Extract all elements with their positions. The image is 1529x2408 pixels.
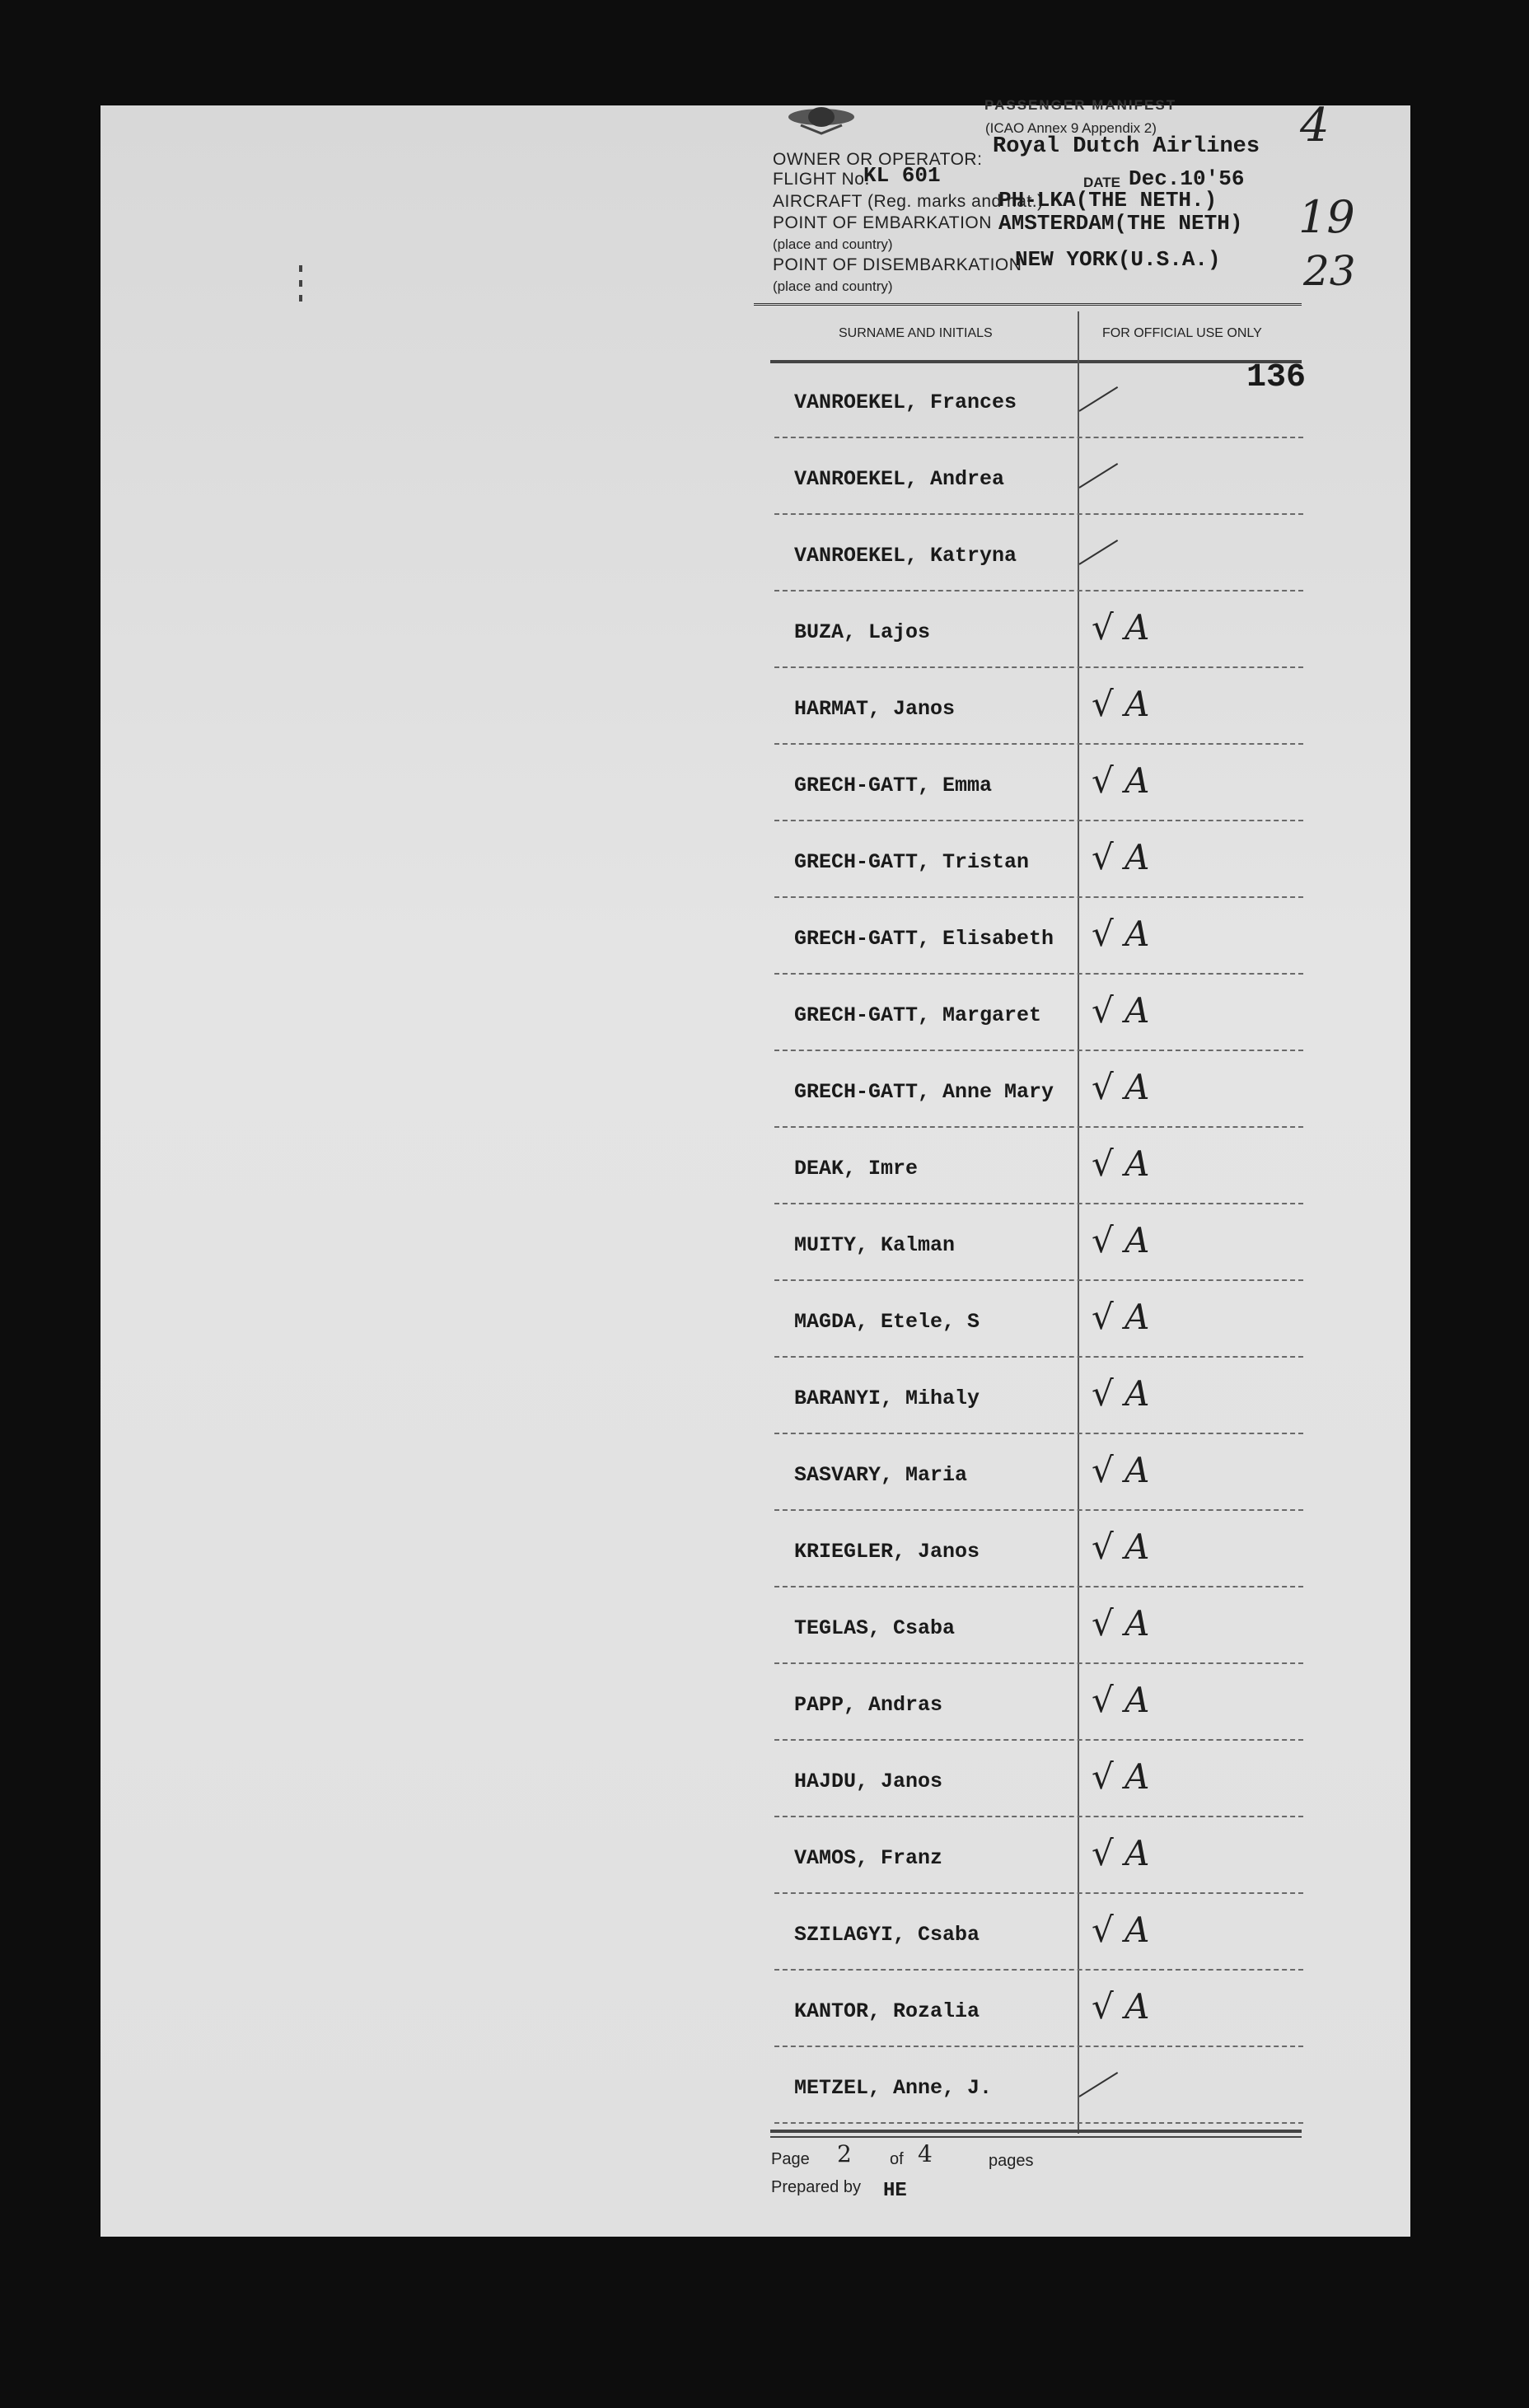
row-rule (774, 743, 1303, 745)
surname-column-header: SURNAME AND INITIALS (839, 326, 993, 340)
official-check-mark: √ A (1092, 1450, 1150, 1490)
row-rule (774, 1509, 1303, 1511)
official-check-mark: √ A (1092, 1756, 1150, 1797)
passenger-name: MAGDA, Etele, S (794, 1310, 980, 1334)
row-rule (774, 1892, 1303, 1894)
row-rule (774, 1969, 1303, 1971)
passenger-name: PAPP, Andras (794, 1693, 943, 1717)
row-rule (774, 1356, 1303, 1358)
row-rule (774, 1433, 1303, 1434)
table-row (774, 439, 1303, 516)
passenger-name: VANROEKEL, Katryna (794, 544, 1017, 568)
row-rule (774, 973, 1303, 975)
passenger-name: GRECH-GATT, Emma (794, 774, 993, 797)
passenger-name: SZILAGYI, Csaba (794, 1923, 980, 1947)
official-check-mark: √ A (1092, 1986, 1150, 2027)
manifest-title: PASSENGER MANIFEST (984, 97, 1177, 113)
table-row (774, 746, 1303, 822)
row-rule (774, 1050, 1303, 1051)
table-row (774, 822, 1303, 899)
table-row (774, 1282, 1303, 1358)
passenger-name: BARANYI, Mihaly (794, 1386, 980, 1410)
row-rule (774, 1203, 1303, 1204)
passenger-name: METZEL, Anne, J. (794, 2076, 993, 2100)
official-check-mark: √ A (1092, 1220, 1150, 1260)
owner-label: OWNER OR OPERATOR: (773, 150, 983, 169)
bottom-rule (770, 2130, 1302, 2133)
table-row (774, 975, 1303, 1052)
table-row (774, 1435, 1303, 1512)
prepared-label: Prepared by (771, 2178, 861, 2196)
table-row (774, 1895, 1303, 1971)
passenger-name: VANROEKEL, Andrea (794, 467, 1005, 491)
handwritten-note-c: 23 (1303, 247, 1356, 295)
official-slash-mark (1078, 2072, 1118, 2097)
official-slash-mark (1078, 540, 1118, 565)
total-pages: 4 (918, 2140, 933, 2167)
aircraft-value: PH-LKA(THE NETH.) (998, 188, 1218, 213)
date-label: DATE (1083, 175, 1121, 190)
passenger-name: HAJDU, Janos (794, 1770, 943, 1793)
official-slash-mark (1078, 463, 1118, 489)
official-check-mark: √ A (1092, 1067, 1150, 1107)
table-row (774, 516, 1303, 592)
passenger-name: DEAK, Imre (794, 1157, 919, 1181)
official-check-mark: √ A (1092, 1143, 1150, 1184)
table-row (774, 1358, 1303, 1435)
disembarkation-label: POINT OF DISEMBARKATION (773, 255, 1022, 274)
table-row (774, 2048, 1303, 2125)
official-check-mark: √ A (1092, 684, 1150, 724)
header-rule (754, 303, 1302, 311)
disembarkation-value: NEW YORK(U.S.A.) (1015, 247, 1221, 272)
row-rule (774, 896, 1303, 898)
official-check-mark: √ A (1092, 914, 1150, 954)
row-rule (774, 1586, 1303, 1587)
embarkation-value: AMSTERDAM(THE NETH) (998, 211, 1243, 236)
airline-emblem-icon (784, 105, 858, 135)
embarkation-sub: (place and country) (773, 236, 893, 252)
prepared-value: HE (883, 2180, 907, 2202)
official-check-mark: √ A (1092, 1680, 1150, 1720)
punch-marks (299, 265, 304, 310)
passenger-name: TEGLAS, Csaba (794, 1616, 956, 1640)
official-check-mark: √ A (1092, 1373, 1150, 1414)
table-row (774, 899, 1303, 975)
table-row (774, 592, 1303, 669)
table-row (774, 1742, 1303, 1818)
bottom-rule-2 (770, 2136, 1302, 2138)
passenger-name: HARMAT, Janos (794, 697, 956, 721)
aircraft-label: AIRCRAFT (Reg. marks and nat.) (773, 192, 1044, 211)
table-row (774, 669, 1303, 746)
table-row (774, 362, 1303, 439)
row-rule (774, 1816, 1303, 1817)
row-rule (774, 1126, 1303, 1128)
table-row (774, 1588, 1303, 1665)
official-check-mark: √ A (1092, 1527, 1150, 1567)
passenger-name: VAMOS, Franz (794, 1846, 943, 1870)
row-rule (774, 1739, 1303, 1741)
icao-note: (ICAO Annex 9 Appendix 2) (985, 120, 1157, 136)
passenger-name: VANROEKEL, Frances (794, 390, 1017, 414)
row-rule (774, 1662, 1303, 1664)
row-rule (774, 513, 1303, 515)
table-row (774, 1205, 1303, 1282)
table-row (774, 1971, 1303, 2048)
table-row (774, 1129, 1303, 1205)
page-label: Page (771, 2150, 810, 2168)
page-number: 2 (837, 2140, 852, 2167)
passenger-name: GRECH-GATT, Anne Mary (794, 1080, 1054, 1104)
handwritten-note-a: 4 (1300, 99, 1330, 152)
date-value: Dec.10'56 (1129, 166, 1245, 191)
passenger-name: GRECH-GATT, Tristan (794, 850, 1030, 874)
row-rule (774, 820, 1303, 821)
embarkation-label: POINT OF EMBARKATION (773, 213, 992, 232)
passenger-name: KANTOR, Rozalia (794, 1999, 980, 2023)
row-rule (774, 1279, 1303, 1281)
row-rule (774, 437, 1303, 438)
flight-label: FLIGHT No. (773, 170, 870, 189)
official-check-mark: √ A (1092, 1910, 1150, 1950)
passenger-name: GRECH-GATT, Margaret (794, 1003, 1042, 1027)
table-row (774, 1665, 1303, 1742)
passenger-name: KRIEGLER, Janos (794, 1540, 980, 1564)
row-rule (774, 666, 1303, 668)
stamp-number: 136 (1246, 359, 1307, 396)
pages-label: pages (989, 2152, 1034, 2170)
official-check-mark: √ A (1092, 1297, 1150, 1337)
handwritten-note-b: 19 (1298, 191, 1355, 243)
disembarkation-sub: (place and country) (773, 278, 893, 294)
of-label: of (890, 2150, 904, 2168)
official-slash-mark (1078, 386, 1118, 412)
official-check-mark: √ A (1092, 837, 1150, 877)
official-check-mark: √ A (1092, 1603, 1150, 1644)
official-check-mark: √ A (1092, 990, 1150, 1031)
row-rule (774, 2122, 1303, 2124)
flight-value: KL 601 (863, 163, 941, 188)
passenger-name: MUITY, Kalman (794, 1233, 956, 1257)
passenger-name: BUZA, Lajos (794, 620, 931, 644)
row-rule (774, 590, 1303, 591)
official-check-mark: √ A (1092, 1833, 1150, 1873)
passenger-name: SASVARY, Maria (794, 1463, 968, 1487)
row-rule (774, 2046, 1303, 2047)
passenger-name: GRECH-GATT, Elisabeth (794, 927, 1054, 951)
table-row (774, 1512, 1303, 1588)
owner-value: Royal Dutch Airlines (993, 134, 1260, 159)
official-check-mark: √ A (1092, 607, 1150, 648)
official-check-mark: √ A (1092, 760, 1150, 801)
table-row (774, 1052, 1303, 1129)
table-row (774, 1818, 1303, 1895)
official-column-header: FOR OFFICIAL USE ONLY (1102, 326, 1262, 340)
